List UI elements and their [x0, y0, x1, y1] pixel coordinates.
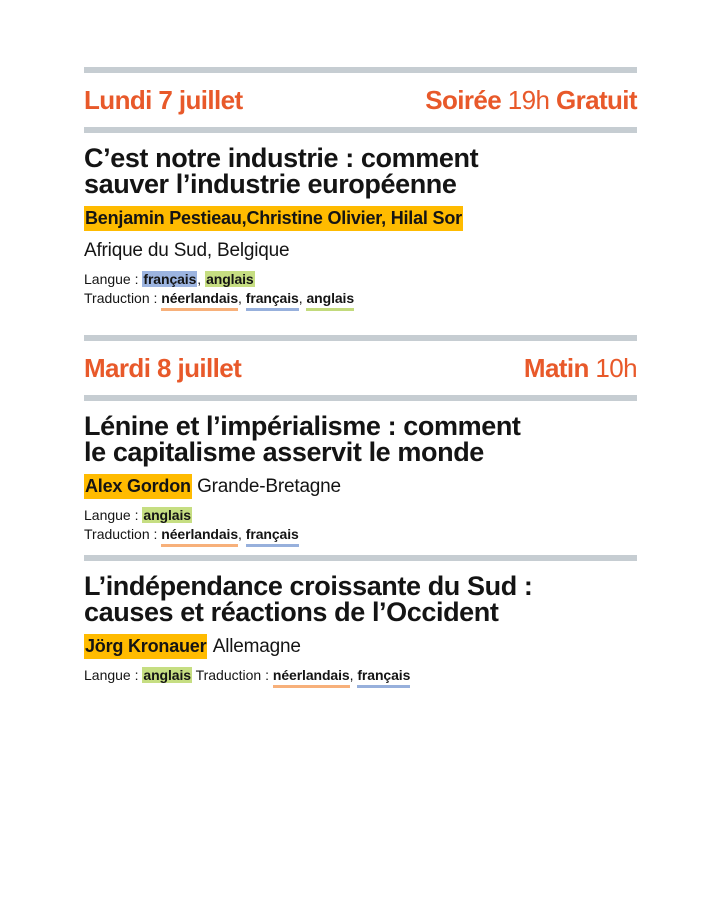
- speaker-name: Benjamin Pestieau,Christine Olivier, Hilal Sor: [84, 206, 463, 231]
- language-line: Langue : français, anglais: [84, 271, 254, 287]
- speaker-line: [84, 634, 637, 660]
- speaker-name: Jörg Kronauer: [84, 634, 207, 659]
- session-title: Lénine et l’impérialisme : comment le capitalisme asservit le monde: [84, 411, 521, 467]
- language-tag: anglais: [143, 507, 191, 523]
- language-line: Langue : anglais Traduction : néerlandais, français: [84, 666, 637, 688]
- translation-line: Traduction : néerlandais, français, anglais: [84, 289, 637, 311]
- session-title: L’indépendance croissante du Sud : causes et réactions de l’Occident: [84, 571, 533, 627]
- time-slot: Matin 10h: [523, 353, 637, 383]
- translation-tag: français: [246, 290, 299, 311]
- speaker-name: Alex Gordon: [84, 474, 192, 499]
- day-date: Lundi 7 juillet: [84, 85, 243, 115]
- time-slot: Soirée 19h Gratuit: [425, 85, 637, 115]
- translation-tag: anglais: [306, 290, 354, 311]
- translation-tag: français: [357, 667, 410, 688]
- language-tag: français: [143, 271, 197, 287]
- speaker-line: [84, 474, 637, 500]
- translation-tag: néerlandais: [161, 290, 238, 311]
- day-header: [84, 73, 637, 127]
- session-title: C’est notre industrie : comment sauver l’industrie européenne: [84, 143, 479, 199]
- speaker-country: Afrique du Sud, Belgique: [84, 240, 290, 261]
- program-page: [84, 67, 637, 688]
- day-header: [84, 341, 637, 395]
- session-card: [84, 401, 637, 555]
- translation-tag: néerlandais: [161, 526, 238, 547]
- session-card: [84, 133, 637, 335]
- language-tag: anglais: [143, 667, 191, 683]
- translation-tag: néerlandais: [273, 667, 350, 688]
- speaker-line: [84, 206, 637, 232]
- session-card: [84, 561, 637, 688]
- translation-tag: français: [246, 526, 299, 547]
- language-line: Langue : anglais: [84, 507, 191, 523]
- translation-line: Traduction : néerlandais, français: [84, 525, 637, 547]
- speaker-country: Grande-Bretagne: [197, 476, 341, 497]
- day-date: Mardi 8 juillet: [84, 353, 242, 383]
- speaker-country: Allemagne: [212, 636, 301, 657]
- language-tag: anglais: [206, 271, 254, 287]
